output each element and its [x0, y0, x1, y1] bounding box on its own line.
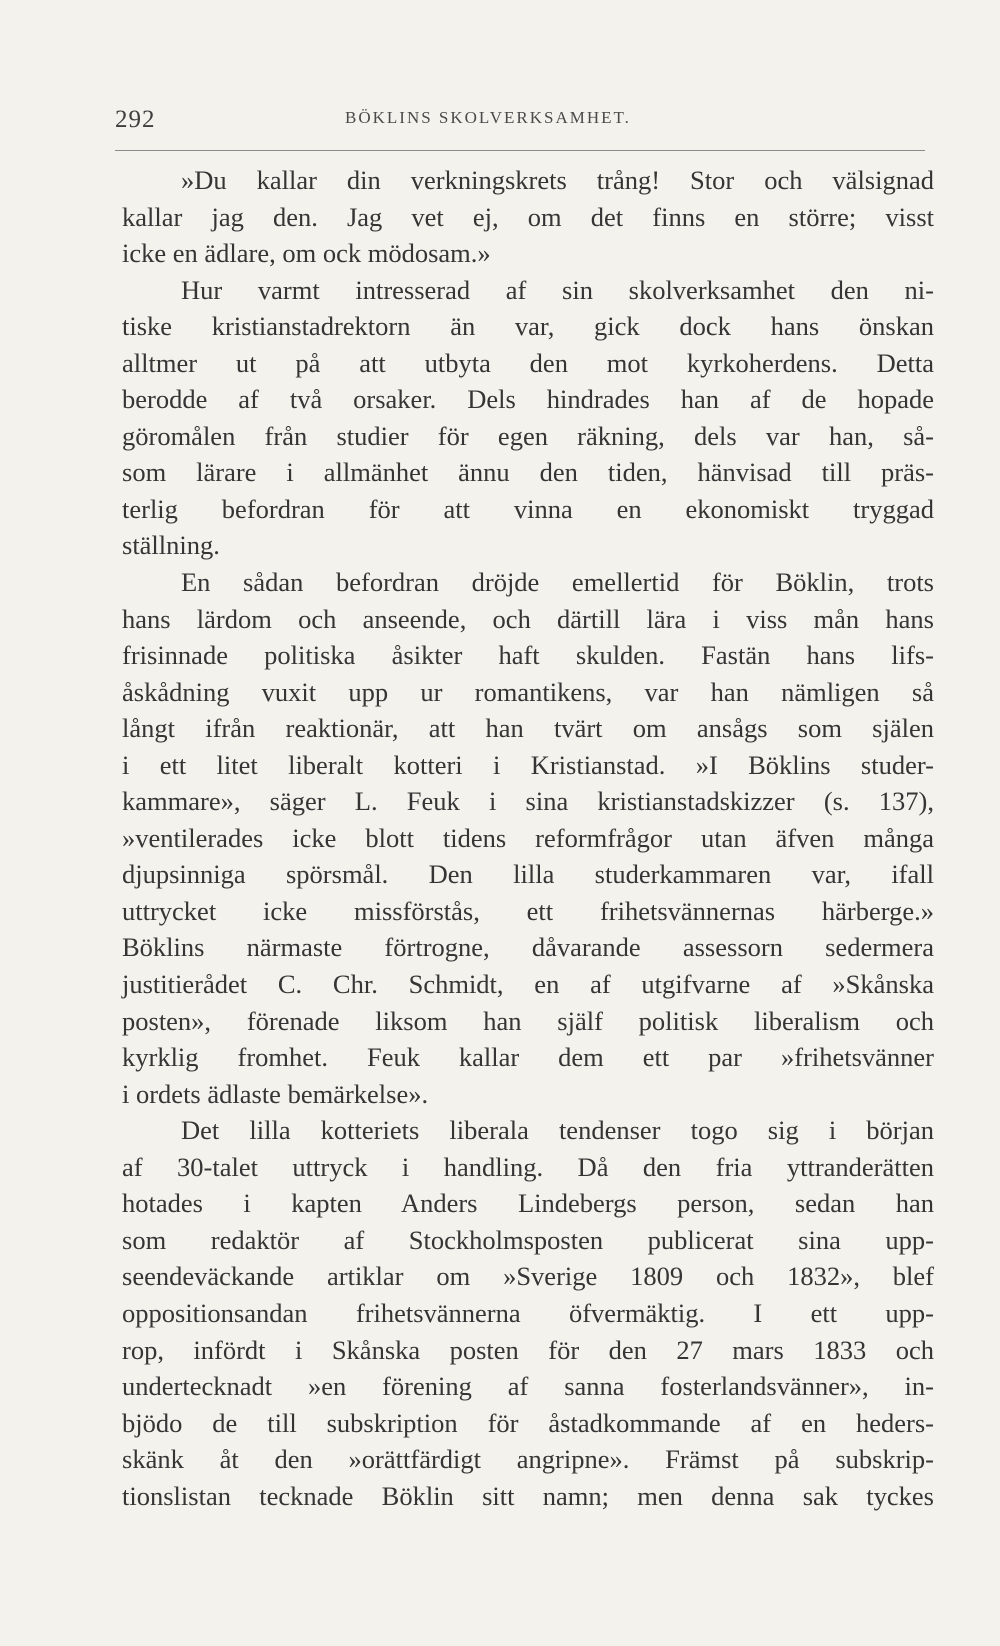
text-line: bjödo de till subskription för åstadkommande af en heders-	[122, 1407, 934, 1438]
body-text	[122, 162, 934, 1514]
text-line: justitierådet C. Chr. Schmidt, en af utgifvarne af »Skånska	[122, 969, 934, 1000]
text-line: hans lärdom och anseende, och därtill lära i viss mån hans	[122, 603, 934, 634]
text-line: terlig befordran för att vinna en ekonomiskt tryggad	[122, 493, 934, 524]
header-rule	[115, 150, 925, 151]
text-line: »Du kallar din verkningskrets trång! Stor och välsignad	[181, 165, 934, 195]
text-line: som lärare i allmänhet ännu den tiden, hänvisad till präs-	[122, 457, 934, 488]
text-line: ställning.	[122, 530, 220, 561]
text-line: Böklins närmaste förtrogne, dåvarande assessorn sedermera	[122, 932, 934, 963]
text-line: »ventilerades icke blott tidens reformfrågor utan äfven många	[122, 822, 934, 853]
text-line: undertecknadt »en förening af sanna fosterlandsvänner», in-	[122, 1371, 934, 1402]
text-line: långt ifrån reaktionär, att han tvärt om ansågs som själen	[122, 713, 934, 744]
text-line: göromålen från studier för egen räkning, dels var han, så-	[122, 420, 934, 451]
text-line: af 30-talet uttryck i handling. Då den fria yttranderätten	[122, 1151, 934, 1182]
text-line: berodde af två orsaker. Dels hindrades han af de hopade	[122, 384, 934, 415]
text-line: skänk åt den »orättfärdigt angripne». Främst på subskrip-	[122, 1444, 934, 1475]
text-line: posten», förenade liksom han själf politisk liberalism och	[122, 1005, 934, 1036]
page-header	[115, 100, 925, 133]
running-head: BÖKLINS SKOLVERKSAMHET.	[345, 108, 631, 127]
text-line: oppositionsandan frihetsvännerna öfvermäktig. I ett upp-	[122, 1297, 934, 1328]
text-line: En sådan befordran dröjde emellertid för Böklin, trots	[181, 567, 934, 598]
text-line: kammare», säger L. Feuk i sina kristianstadskizzer (s. 137),	[122, 786, 934, 817]
text-line: Det lilla kotteriets liberala tendenser togo sig i början	[181, 1115, 934, 1146]
text-line: frisinnade politiska åsikter haft skulden. Fastän hans lifs-	[122, 640, 934, 671]
text-line: alltmer ut på att utbyta den mot kyrkoherdens. Detta	[122, 347, 934, 378]
text-line: hotades i kapten Anders Lindebergs person, sedan han	[122, 1188, 934, 1219]
text-line: tiske kristianstadrektorn än var, gick dock hans önskan	[122, 311, 934, 342]
text-line: åskådning vuxit upp ur romantikens, var han nämligen så	[122, 676, 934, 707]
text-line: i ett litet liberalt kotteri i Kristianstad. »I Böklins studer-	[122, 749, 934, 780]
page-number: 292	[115, 106, 156, 133]
text-line: tionslistan tecknade Böklin sitt namn; men denna sak tyckes	[122, 1480, 934, 1511]
text-line: som redaktör af Stockholmsposten publicerat sina upp-	[122, 1224, 934, 1255]
text-line: kyrklig fromhet. Feuk kallar dem ett par »frihetsvänner	[122, 1042, 934, 1073]
text-line: icke en ädlare, om ock mödosam.»	[122, 238, 491, 269]
text-line: rop, infördt i Skånska posten för den 27 mars 1833 och	[122, 1334, 934, 1365]
text-line: djupsinniga spörsmål. Den lilla studerkammaren var, ifall	[122, 859, 934, 890]
text-line: Hur varmt intresserad af sin skolverksamhet den ni-	[181, 274, 934, 305]
text-line: i ordets ädlaste bemärkelse».	[122, 1078, 429, 1109]
text-line: kallar jag den. Jag vet ej, om det finns en större; visst	[122, 201, 934, 232]
text-line: uttrycket icke missförstås, ett frihetsvännernas härberge.»	[122, 895, 934, 926]
text-line: seendeväckande artiklar om »Sverige 1809 och 1832», blef	[122, 1261, 934, 1292]
